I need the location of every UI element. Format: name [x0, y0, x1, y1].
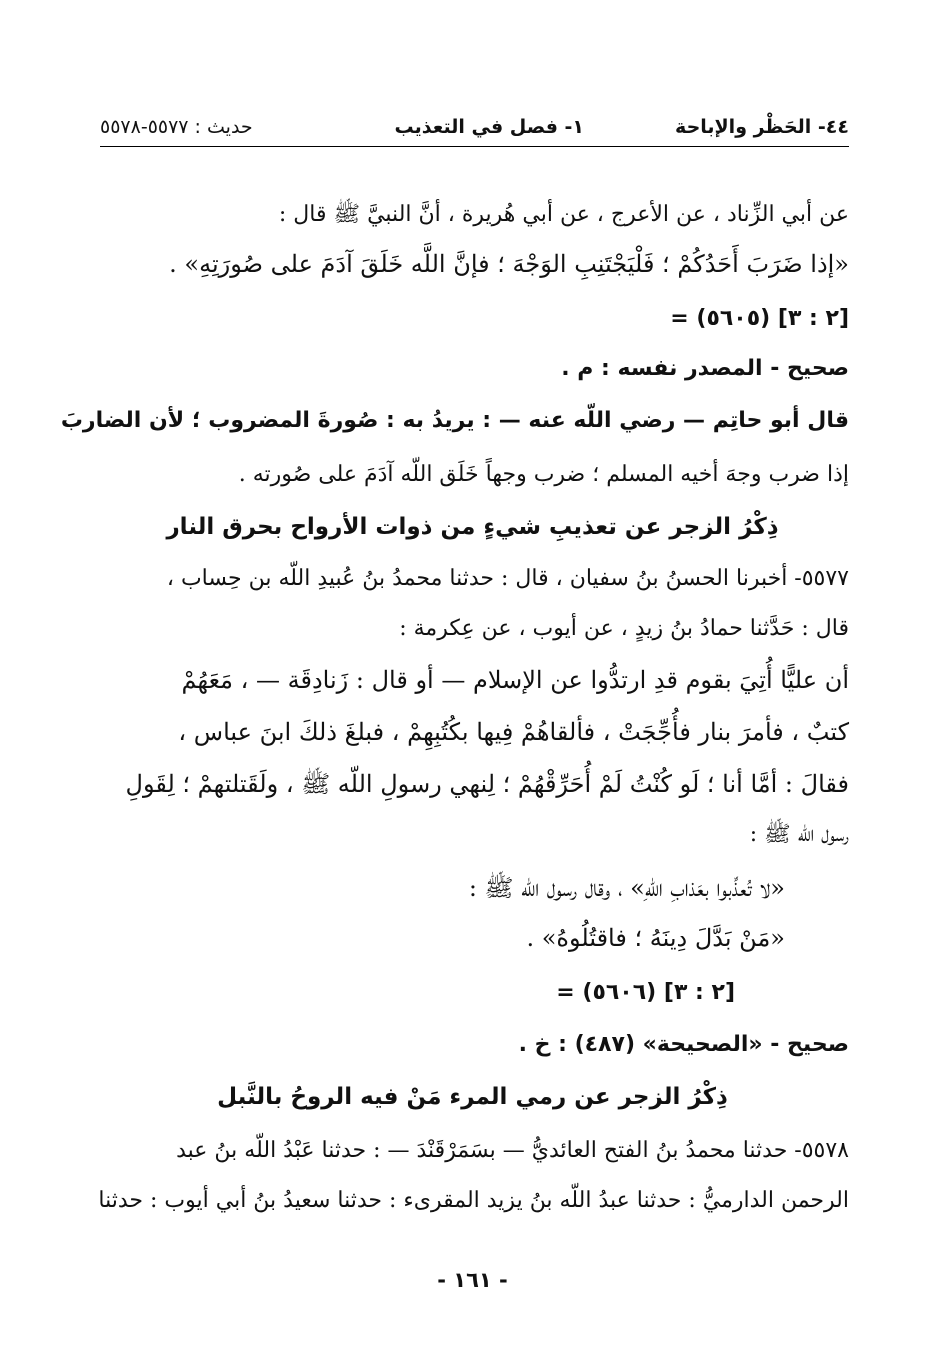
isnad-line: الرحمن الدارميُّ : حدثنا عبدُ اللّه بنُ يزيد المقرىء : حدثنا سعيدُ بنُ أبي أيوب : حدثنا [98, 1188, 849, 1213]
isnad-line: قال : حَدَّثنا حمادُ بنُ زيدٍ ، عن أيوب ، عن عِكرمة : [399, 616, 849, 641]
commentary-line: قال أبو حاتِم — رضي اللّه عنه — : يريدُ به : صُورةَ المضروب ؛ لأن الضاربَ [60, 408, 849, 433]
section-heading: ذِكْرُ الزجر عن تعذيبِ شيءٍ من ذوات الأرواح بحرق النار [166, 514, 779, 540]
grading-line: صحيح - «الصحيحة» (٤٨٧) : خ . [518, 1032, 849, 1057]
chapter-title: ٤٤- الحَظْر والإباحة [675, 116, 849, 138]
hadith-quote: «لا تُعذِّبوا بعَذابِ اللّهِ» ، وقال رسول اللّه ﷺ : [468, 874, 785, 902]
hadith-range: حديث : ٥٥٧٧-٥٥٧٨ [100, 116, 253, 138]
matn-line: أن عليًّا أُتِيَ بقوم قدِ ارتدُّوا عن الإسلام — أو قال : زَنادِقَة — ، مَعَهُمْ [181, 666, 849, 694]
grading-line: صحيح - المصدر نفسه : م . [561, 356, 849, 381]
reference-line [556, 980, 735, 1006]
isnad-line: ٥٥٧٨- حدثنا محمدُ بنُ الفتح العائديُّ — بسَمَرْقَنْدَ — : حدثنا عَبْدُ اللّه بنُ عبد [176, 1138, 849, 1163]
commentary-line: إذا ضرب وجهَ أخيه المسلم ؛ ضرب وجهاً خَلَق اللّه آدَمَ على صُورته . [238, 462, 849, 487]
page-number: - ١٦١ - [437, 1268, 508, 1292]
hadith-quote: «مَنْ بَدَّلَ دِينَهُ ؛ فاقتُلُوهُ» . [526, 924, 785, 952]
reference-text: = (٥٦٠٦) [٢ : ٣] [556, 980, 735, 1005]
reference-text: = (٥٦٠٥) [٢ : ٣] [670, 306, 849, 331]
matn-line: كتبٌ ، فأمرَ بنار فأُجِّجَتْ ، فألقاهُمْ فِيها بكُتُبِهِمْ ، فبلغَ ذلكَ ابنَ عباس ، [178, 718, 849, 746]
reference-line [670, 306, 849, 332]
matn-line: رسول اللّه ﷺ : [749, 822, 849, 847]
text-line: عن أبي الزِّناد ، عن الأعرج ، عن أبي هُريرة ، أنَّ النبيَّ ﷺ قال : [278, 202, 849, 227]
matn-line: فقالَ : أمَّا أنا ؛ لَو كُنْتُ لَمْ أُحَرِّقْهُمْ ؛ لِنهي رسولِ اللّه ﷺ ، ولَقَتلتهمْ ؛ لِقَولِ [125, 770, 849, 798]
isnad-line: ٥٥٧٧- أخبرنا الحسنُ بنُ سفيان ، قال : حدثنا محمدُ بنُ عُبيدِ اللّه بن حِساب ، [166, 566, 849, 591]
hadith-quote: «إذا ضَرَبَ أَحَدُكُمْ ؛ فَلْيَجْتَنِبِ الوَجْهَ ؛ فإنَّ اللَّه خَلَقَ آدَمَ على صُورَتِهِ» . [169, 250, 849, 278]
running-header [100, 110, 849, 147]
section-heading: ذِكْرُ الزجر عن رمي المرء مَنْ فيه الروحُ بالنَّبل [217, 1084, 728, 1110]
section-title: ١- فصل في التعذيب [394, 116, 584, 138]
